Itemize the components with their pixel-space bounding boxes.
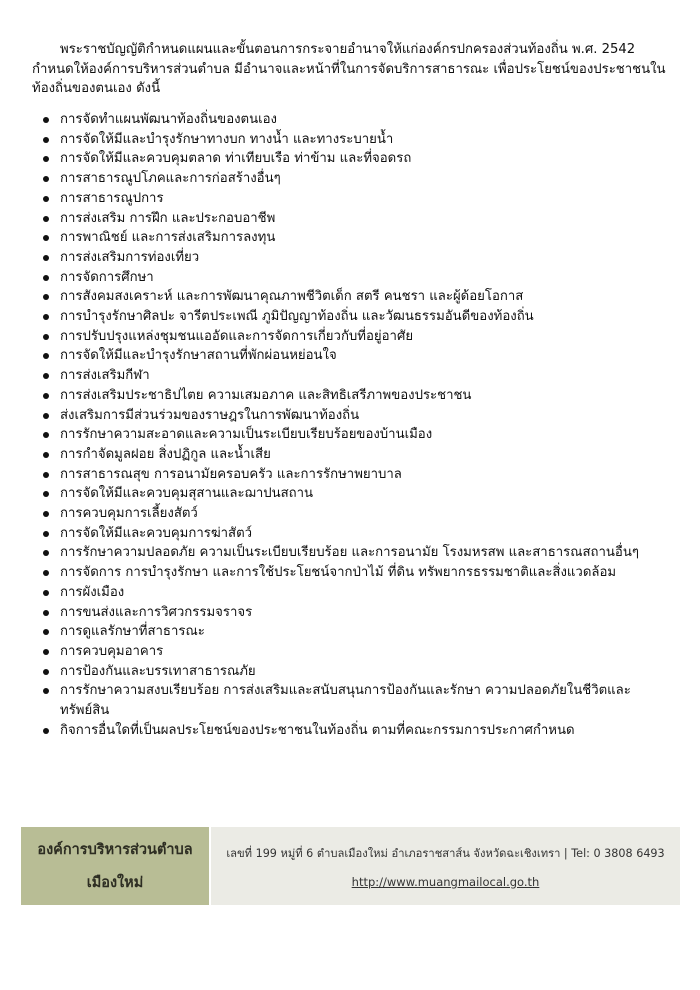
duty-item (40, 504, 665, 524)
duty-text: การป้องกันและบรรเทาสาธารณภัย (60, 663, 256, 679)
bullet-icon (43, 590, 49, 596)
bullet-icon (43, 235, 49, 241)
duty-item (40, 524, 665, 544)
duty-item (40, 721, 665, 741)
bullet-icon (43, 353, 49, 359)
bullet-icon (43, 491, 49, 497)
duty-item (40, 307, 665, 327)
bullet-icon (43, 156, 49, 162)
duty-text: การส่งเสริมประชาธิปไตย ความเสมอภาค และสิทธิเสรีภาพของประชาชน (60, 387, 472, 403)
bullet-icon (43, 649, 49, 655)
duty-text: การจัดให้มีและควบคุมสุสานและฌาปนสถาน (60, 486, 314, 502)
duty-item (40, 209, 665, 229)
duty-text: ส่งเสริมการมีส่วนร่วมของราษฎรในการพัฒนาท้องถิ่น (60, 407, 360, 423)
bullet-icon (43, 294, 49, 300)
duty-text: การจัดการศึกษา (60, 269, 154, 285)
bullet-icon (43, 413, 49, 419)
duty-text: การสาธารณูปการ (60, 190, 164, 206)
bullet-icon (43, 728, 49, 734)
duty-item (40, 169, 665, 189)
duty-item (40, 642, 665, 662)
footer-address: เลขที่ 199 หมู่ที่ 6 ตำบลเมืองใหม่ อำเภอราชสาส์น จังหวัดฉะเชิงเทรา | Tel: 0 3808 6493 (226, 846, 665, 860)
bullet-icon (43, 176, 49, 182)
duty-text: การควบคุมการเลี้ยงสัตว์ (60, 506, 198, 522)
bullet-icon (43, 314, 49, 320)
duty-text: การรักษาความปลอดภัย ความเป็นระเบียบเรียบร้อย และการอนามัย โรงมหรสพ และสาธารณสถานอื่นๆ (60, 545, 639, 561)
bullet-icon (43, 550, 49, 556)
duty-item (40, 484, 665, 504)
duty-item (40, 268, 665, 288)
bullet-icon (43, 531, 49, 537)
duty-item (40, 543, 665, 563)
intro-paragraph: พระราชบัญญัติกำหนดแผนและขั้นตอนการกระจายอำนาจให้แก่องค์กรปกครองส่วนท้องถิ่น พ.ศ. 2542 กำหนดให้องค์การบริหารส่วนตำบล มีอำนาจและหน้าที่ในการจัดบริการสาธารณะ เพื่อประโยชน์ของประชาชนในท้องถิ่นของตนเอง ดังนี้ (32, 42, 666, 96)
bullet-icon (43, 432, 49, 438)
bullet-icon (43, 117, 49, 123)
duty-text: กิจการอื่นใดที่เป็นผลประโยชน์ของประชาชนในท้องถิ่น ตามที่คณะกรรมการประกาศกำหนด (60, 722, 575, 738)
bullet-icon (43, 255, 49, 261)
duty-item (40, 248, 665, 268)
duty-text: การสาธารณสุข การอนามัยครอบครัว และการรักษาพยาบาล (60, 466, 402, 482)
duty-text: การรักษาความสะอาดและความเป็นระเบียบเรียบร้อยของบ้านเมือง (60, 427, 433, 443)
duty-item (40, 425, 665, 445)
duty-text: การขนส่งและการวิศวกรรมจราจร (60, 604, 253, 620)
bullet-icon (43, 334, 49, 340)
org-name-line2: เมืองใหม่ (86, 875, 144, 891)
duty-text: การจัดให้มีและควบคุมการฆ่าสัตว์ (60, 525, 253, 541)
duties-list (40, 110, 665, 741)
bullet-icon (43, 511, 49, 517)
duty-text: การปรับปรุงแหล่งชุมชนแออัดและการจัดการเกี่ยวกับที่อยู่อาศัย (60, 328, 414, 344)
duty-text: การจัดให้มีและบำรุงรักษาทางบก ทางน้ำ และทางระบายน้ำ (60, 131, 394, 147)
footer (21, 827, 680, 905)
duty-item (40, 583, 665, 603)
duty-text: การส่งเสริม การฝึก และประกอบอาชีพ (60, 210, 276, 226)
duty-text: การจัดให้มีและบำรุงรักษาสถานที่พักผ่อนหย่อนใจ (60, 348, 337, 364)
duty-item (40, 406, 665, 426)
duty-item (40, 327, 665, 347)
duty-item (40, 622, 665, 642)
duty-text: การจัดให้มีและควบคุมตลาด ท่าเทียบเรือ ท่าข้าม และที่จอดรถ (60, 151, 412, 167)
duty-text: การบำรุงรักษาศิลปะ จารีตประเพณี ภูมิปัญญาท้องถิ่น และวัฒนธรรมอันดีของท้องถิ่น (60, 309, 534, 325)
duty-text: การสังคมสงเคราะห์ และการพัฒนาคุณภาพชีวิตเด็ก สตรี คนชรา และผู้ด้อยโอกาส (60, 289, 524, 305)
duty-text: การพาณิชย์ และการส่งเสริมการลงทุน (60, 230, 276, 246)
bullet-icon (43, 196, 49, 202)
website-link[interactable]: http://www.muangmailocal.go.th (351, 874, 540, 889)
duty-item (40, 149, 665, 169)
duty-item (40, 228, 665, 248)
bullet-icon (43, 275, 49, 281)
duty-item (40, 386, 665, 406)
bullet-icon (43, 373, 49, 379)
duty-text: การควบคุมอาคาร (60, 643, 164, 659)
duty-item (40, 189, 665, 209)
bullet-icon (43, 216, 49, 222)
duty-text: การรักษาความสงบเรียบร้อย การส่งเสริมและสนับสนุนการป้องกันและรักษา ความปลอดภัยในชีวิตและทรัพย์สิน (60, 683, 631, 719)
duty-item (40, 130, 665, 150)
bullet-icon (43, 669, 49, 675)
duty-item (40, 110, 665, 130)
duty-text: การส่งเสริมการท่องเที่ยว (60, 249, 200, 265)
footer-contact-panel (211, 827, 680, 905)
duty-text: การจัดการ การบำรุงรักษา และการใช้ประโยชน์จากป่าไม้ ที่ดิน ทรัพยากรธรรมชาติและสิ่งแวดล้อม (60, 565, 617, 581)
duty-text: การสาธารณูปโภคและการก่อสร้างอื่นๆ (60, 171, 281, 187)
duty-text: การส่งเสริมกีฬา (60, 368, 150, 384)
duty-item (40, 346, 665, 366)
bullet-icon (43, 472, 49, 478)
duty-text: การกำจัดมูลฝอย สิ่งปฏิกูล และน้ำเสีย (60, 446, 271, 462)
duty-item (40, 563, 665, 583)
duty-item (40, 662, 665, 682)
duty-item (40, 445, 665, 465)
duty-item (40, 287, 665, 307)
bullet-icon (43, 570, 49, 576)
duty-text: การจัดทำแผนพัฒนาท้องถิ่นของตนเอง (60, 112, 278, 127)
footer-org-panel (21, 827, 211, 905)
bullet-icon (43, 610, 49, 616)
duty-item (40, 465, 665, 485)
bullet-icon (43, 629, 49, 635)
bullet-icon (43, 137, 49, 143)
bullet-icon (43, 452, 49, 458)
duty-item (40, 603, 665, 623)
org-name-line1: องค์การบริหารส่วนตำบล (37, 842, 193, 858)
duty-item (40, 366, 665, 386)
duty-text: การผังเมือง (60, 584, 125, 600)
duty-item (40, 681, 665, 720)
bullet-icon (43, 393, 49, 399)
bullet-icon (43, 688, 49, 694)
duty-text: การดูแลรักษาที่สาธารณะ (60, 624, 205, 640)
